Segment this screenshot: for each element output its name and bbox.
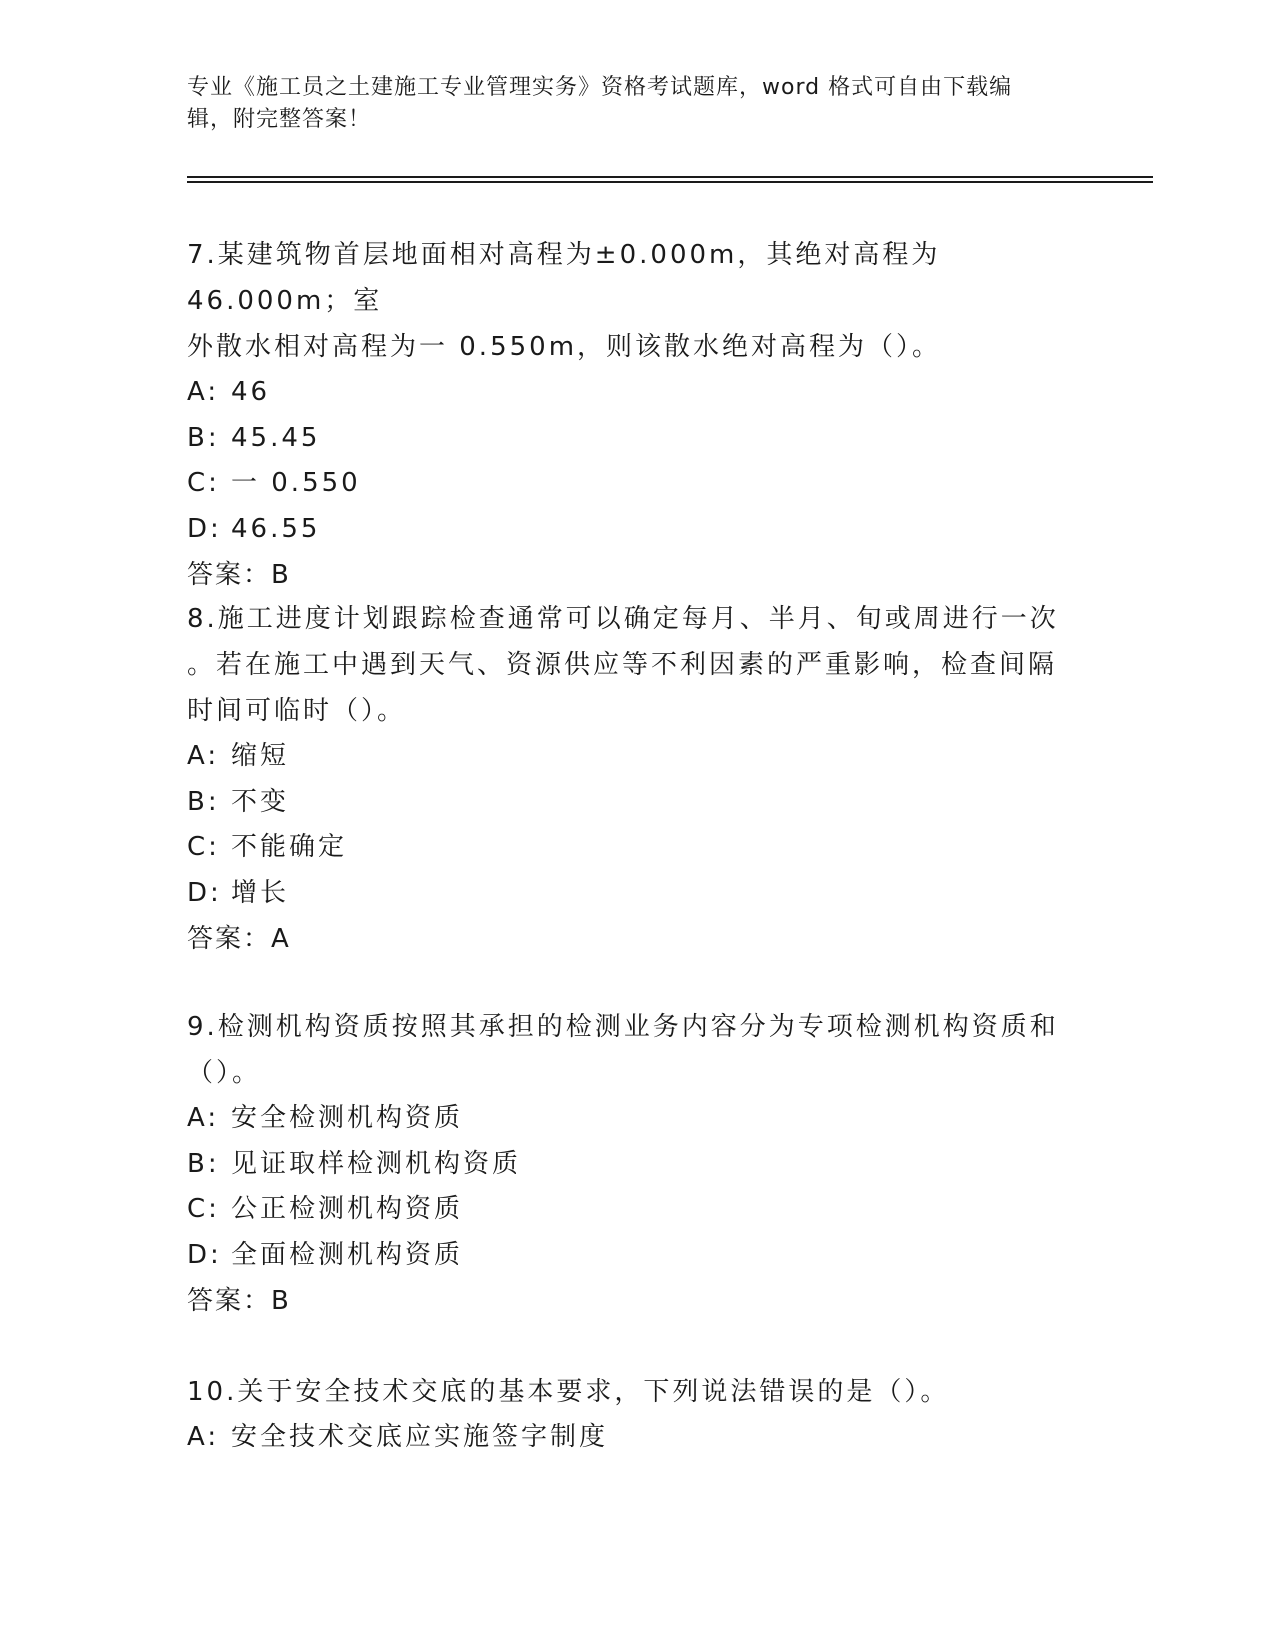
question-9: [187, 1004, 1087, 1324]
option-text: 46.55: [231, 513, 321, 544]
option-letter: B:: [187, 786, 220, 817]
option-text: 见证取样检测机构资质: [231, 1148, 522, 1179]
question-line: 时间可临时（）。: [187, 696, 407, 726]
question-line: 9.检测机构资质按照其承担的检测业务内容分为专项检测机构资质和: [187, 1012, 1059, 1042]
question-8: [187, 596, 1087, 962]
question-line: 外散水相对高程为一 0.550m，则该散水绝对高程为（）。: [187, 332, 942, 362]
option-d: [187, 1233, 1087, 1279]
option-b: [187, 1142, 1087, 1188]
option-c: [187, 825, 1087, 871]
option-text: 全面检测机构资质: [231, 1239, 464, 1270]
question-line: 。若在施工中遇到天气、资源供应等不利因素的严重影响，检查间隔: [187, 650, 1058, 680]
option-letter: A:: [187, 377, 220, 407]
header-divider-top: [187, 176, 1153, 178]
header-line-2: 辑，附完整答案！: [187, 107, 372, 132]
option-text: 安全技术交底应实施签字制度: [231, 1422, 609, 1452]
question-text: [187, 596, 1087, 734]
question-line: （）。: [187, 1058, 262, 1088]
option-letter: B:: [187, 1148, 220, 1179]
option-letter: D:: [187, 877, 222, 908]
option-a: [187, 734, 1087, 780]
option-text: 增长: [231, 877, 290, 908]
option-a: [187, 370, 1087, 416]
option-text: 公正检测机构资质: [231, 1194, 464, 1224]
header-line-1: 专业《施工员之土建施工专业管理实务》资格考试题库，word 格式可自由下载编: [187, 75, 1013, 100]
option-d: [187, 507, 1087, 553]
option-d: [187, 871, 1087, 917]
option-letter: D:: [187, 1239, 222, 1270]
question-line: 7.某建筑物首层地面相对高程为±0.000m，其绝对高程为 46.000m；室: [187, 240, 941, 316]
question-line: 8.施工进度计划跟踪检查通常可以确定每月、半月、旬或周进行一次: [187, 604, 1059, 634]
option-a: [187, 1415, 1087, 1461]
question-text: [187, 1004, 1087, 1096]
answer: 答案：A: [187, 924, 291, 954]
answer: 答案：B: [187, 1286, 291, 1316]
option-letter: A:: [187, 1103, 220, 1133]
option-letter: C:: [187, 832, 220, 862]
option-text: 安全检测机构资质: [231, 1103, 464, 1133]
option-text: 45.45: [231, 422, 321, 453]
question-text: [187, 232, 1087, 370]
option-c: [187, 461, 1087, 507]
option-letter: C:: [187, 1194, 220, 1224]
question-7: [187, 232, 1087, 598]
question-text: [187, 1369, 1087, 1415]
option-b: [187, 416, 1087, 462]
header-divider-bottom: [187, 181, 1153, 183]
option-letter: C:: [187, 468, 220, 498]
option-c: [187, 1187, 1087, 1233]
question-10: [187, 1369, 1087, 1461]
option-letter: D:: [187, 513, 222, 544]
option-text: 不变: [231, 786, 290, 817]
answer: 答案：B: [187, 560, 291, 590]
document-header: [187, 72, 1087, 136]
option-text: 不能确定: [231, 832, 348, 862]
option-a: [187, 1096, 1087, 1142]
option-text: 46: [231, 377, 271, 407]
option-letter: B:: [187, 422, 220, 453]
option-text: 缩短: [231, 741, 290, 771]
option-letter: A:: [187, 1422, 220, 1452]
option-b: [187, 780, 1087, 826]
question-line: 10.关于安全技术交底的基本要求，下列说法错误的是（）。: [187, 1377, 950, 1407]
option-letter: A:: [187, 741, 220, 771]
option-text: 一 0.550: [231, 468, 361, 498]
